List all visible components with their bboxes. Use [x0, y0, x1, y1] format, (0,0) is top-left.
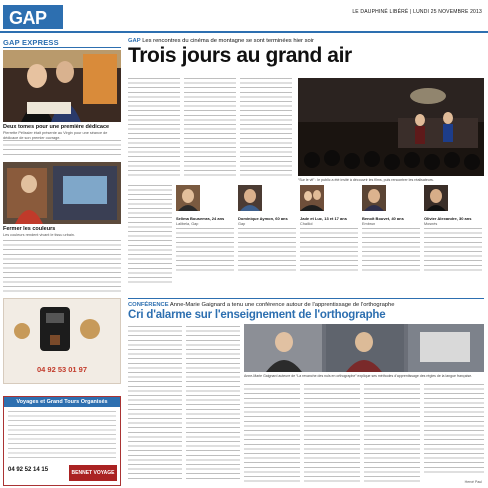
festival-photo [298, 78, 484, 176]
portrait-photo [238, 185, 262, 211]
ad2-heading: Voyages et Grand Tours Organisés [4, 397, 120, 407]
conference-title: Cri d'alarme sur l'enseignement de l'orthographe [128, 309, 386, 321]
conference-caption: Anne-Marie Gaignard auteure de “La revanche des nuls en orthographe” explique ses méthodes d'apprentissage des règles de la langue française. [244, 374, 473, 378]
ad1-phone: 04 92 53 01 97 [36, 365, 88, 374]
portrait-quote [424, 228, 482, 272]
conference-photo [244, 324, 484, 372]
page-header [0, 0, 488, 34]
portrait-role: Mosnès [424, 221, 438, 226]
portrait-card [176, 185, 234, 272]
gap-express-title: GAP EXPRESS [3, 38, 59, 47]
dedication-photo [3, 50, 121, 122]
portrait-quote [300, 228, 358, 272]
header-rule [0, 31, 488, 33]
portrait-role: Embrun [362, 221, 376, 226]
ad2-brand: BENNET VOYAGE [69, 465, 117, 481]
portrait-photo [424, 185, 448, 211]
portrait-name: Benoît Bouvet, 40 ans [362, 216, 404, 221]
story2-text: Les couleurs rendent vivant le tissu urbain. [3, 233, 75, 237]
portrait-quote [238, 228, 296, 272]
portrait-photo [362, 185, 386, 211]
story2-body-lines [3, 240, 121, 292]
section-logo: GAP [9, 8, 47, 28]
story1-caption: Deux tomes pour une première dédicace [3, 124, 110, 130]
portrait-card [362, 185, 420, 272]
portrait-quote [176, 228, 234, 272]
conference-kicker-text: Anne-Marie Gaignard a tenu une conférence autour de l'apprentissage de l'orthographe [169, 302, 395, 308]
story2-caption: Fermer les couleurs [3, 226, 56, 232]
portrait-role: Lalibela, Gap [176, 221, 199, 226]
portrait-card [300, 185, 358, 272]
coffee-machine-icon [4, 301, 120, 363]
body-col-3 [240, 78, 292, 178]
kicker-text: Les rencontres du cinéma de montagne se sont terminées hier soir [142, 38, 314, 44]
portrait-name: Jade et Luc, 13 et 17 ans [300, 216, 347, 221]
advertisement-coffee[interactable] [3, 298, 121, 384]
colors-photo [3, 162, 121, 224]
conference-kicker [128, 302, 394, 308]
kicker-label: GAP [128, 38, 141, 44]
body-col-2 [184, 78, 236, 178]
story1-body-lines [3, 140, 121, 158]
portrait-photo [300, 185, 324, 211]
portraits-row [176, 185, 484, 285]
divider [3, 47, 121, 48]
section-tab [3, 5, 63, 29]
story1-text: Pierrette Pélissier était présente au Virgin pour une séance de dédicace de son premier ouvrage. [3, 131, 108, 140]
headline: Trois jours au grand air [128, 44, 352, 67]
conf-col-6 [424, 384, 484, 474]
hero-caption: “Sur le vif” : le public a été invité à découvrir les films, puis rencontrer les réalisateurs. [298, 178, 434, 182]
body-col-left [128, 185, 172, 285]
portrait-quote [362, 228, 420, 272]
conference-kicker-label: CONFÉRENCE [128, 302, 169, 308]
portrait-name: Olivier Alexandre, 30 ans [424, 216, 472, 221]
conf-col-2 [186, 326, 240, 482]
masthead-date: LE DAUPHINÉ LIBÉRÉ | LUNDI 25 NOVEMBRE 2013 [352, 9, 482, 15]
left-column [3, 38, 121, 486]
section-divider [128, 298, 484, 299]
conf-col-3 [244, 384, 300, 482]
ad2-phone: 04 92 52 14 15 [8, 467, 49, 473]
portrait-card [424, 185, 482, 272]
conf-col-4 [304, 384, 360, 482]
ad2-trip-list [8, 411, 116, 461]
advertisement-travel[interactable] [3, 396, 121, 486]
portrait-role: Chaillol [300, 221, 313, 226]
body-col-1 [128, 78, 180, 178]
conf-col-5 [364, 384, 420, 482]
portrait-photo [176, 185, 200, 211]
portrait-role: Gap [238, 221, 246, 226]
portrait-name: Dominique Aymon, 60 ans [238, 216, 288, 221]
portrait-card [238, 185, 296, 272]
main-article-area [128, 38, 484, 486]
conf-col-1 [128, 326, 182, 482]
portrait-name: Selima Bousemra, 24 ans [176, 216, 225, 221]
photo-credit: Hervé Paul [464, 480, 482, 484]
